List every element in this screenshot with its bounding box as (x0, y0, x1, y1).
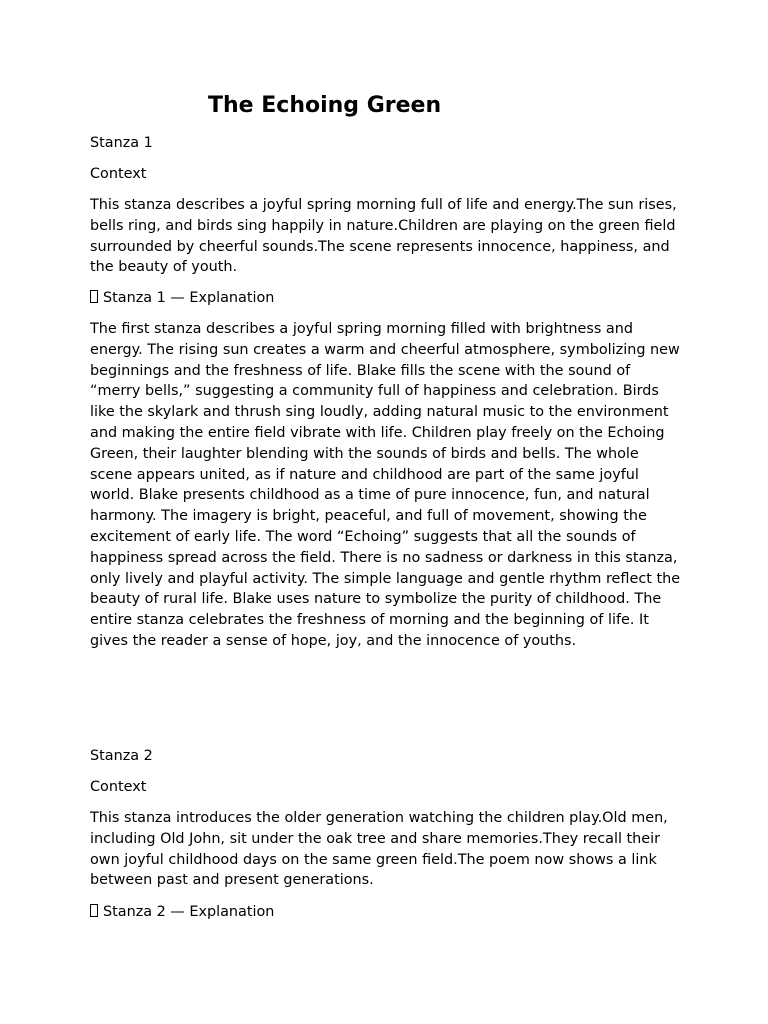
document-title: The Echoing Green (208, 93, 442, 118)
missing-glyph-icon (90, 290, 98, 303)
stanza-2-context-text: This stanza introduces the older generation watching the children play.Old men, including Old John, sit under the oak tree and share memories.They recall their own joyful childhood days on the same green field.The poem now shows a link between past and present generations. (90, 810, 668, 889)
stanza-2-context-label: Context (90, 779, 147, 795)
stanza-1-explanation-text: The first stanza describes a joyful spring morning filled with brightness and energy. The rising sun creates a warm and cheerful atmosphere, symbolizing new beginnings and the freshness of life. Blake fills the scene with the sound of “merry bells,” suggesting a community full of happiness and celebration. Birds like the skylark and thrush sing loudly, adding natural music to the environment and making the entire field vibrate with life. Children play freely on the Echoing Green, their laughter blending with the sounds of birds and bells. The whole scene appears united, as if nature and childhood are part of the same joyful world. Blake presents childhood as a time of pure innocence, fun, and natural harmony. The imagery is bright, peaceful, and full of movement, showing the excitement of early life. The word “Echoing” suggests that all the sounds of happiness spread across the field. There is no sadness or darkness in this stanza, only lively and playful activity. The simple language and gentle rhythm reflect the beauty of rural life. Blake uses nature to symbolize the purity of childhood. The entire stanza celebrates the freshness of morning and the beginning of life. It gives the reader a sense of hope, joy, and the innocence of youths. (90, 321, 681, 649)
stanza-1-context-text: This stanza describes a joyful spring morning full of life and energy.The sun rises, bells ring, and birds sing happily in nature.Children are playing on the green field surrounded by cheerful sounds.The scene represents innocence, happiness, and the beauty of youth. (90, 197, 677, 276)
stanza-1-context-label: Context (90, 166, 147, 182)
stanza-2-explanation-heading-row (90, 902, 274, 923)
stanza-2-heading: Stanza 2 (90, 748, 153, 764)
stanza-1-explanation-heading-row (90, 288, 274, 309)
stanza-1-heading: Stanza 1 (90, 135, 153, 151)
stanza-1-explanation-heading: Stanza 1 — Explanation (103, 290, 275, 306)
missing-glyph-icon (90, 904, 98, 917)
stanza-2-explanation-heading: Stanza 2 — Explanation (103, 904, 275, 920)
